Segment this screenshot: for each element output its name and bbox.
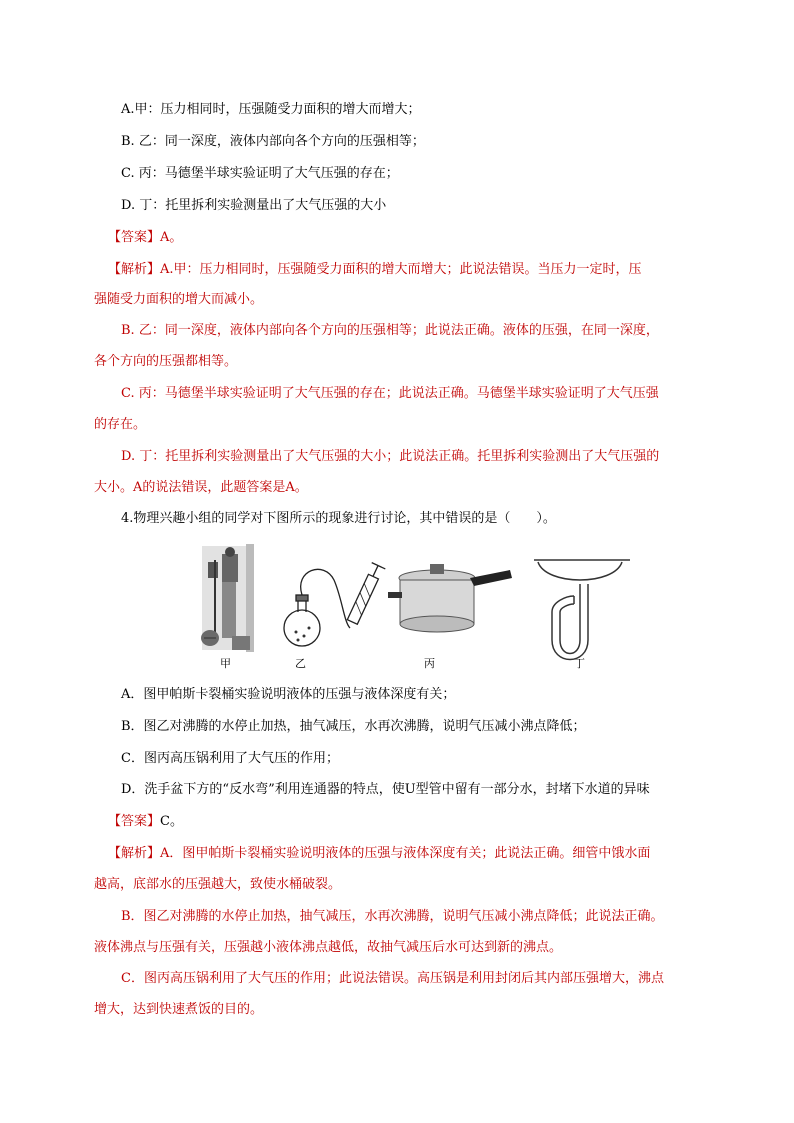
q4-figure xyxy=(194,540,630,674)
q3-analysis-line-5: C. 丙：马德堡半球实验证明了大气压强的存在；此说法正确。马德堡半球实验证明了大气压强 xyxy=(121,386,659,401)
pascal-barrel-illustration xyxy=(201,544,254,652)
q3-analysis-line-2: 强随受力面积的增大而减小。 xyxy=(94,292,264,307)
q4-option-c: C．图丙高压锅利用了大气压的作用； xyxy=(121,751,339,766)
pressure-cooker-illustration xyxy=(388,564,512,632)
caption-ding: 丁 xyxy=(574,657,585,670)
sink-trap-illustration xyxy=(534,560,630,660)
q4-analysis-line-2: 越高，底部水的压强越大，致使水桶破裂。 xyxy=(94,877,342,892)
q3-answer-label: 【答案】 xyxy=(108,230,161,245)
q3-option-c: C. 丙：马德堡半球实验证明了大气压强的存在； xyxy=(121,166,399,181)
q3-analysis-label: 【解析】 xyxy=(108,262,161,277)
q3-analysis-line-7: D. 丁：托里拆利实验测量出了大气压强的大小；此说法正确。托里拆利实验测出了大气压强的 xyxy=(121,449,660,464)
q3-analysis-line-1: 【解析】A.甲：压力相同时，压强随受力面积的增大而增大；此说法错误。当压力一定时，压 xyxy=(108,262,642,277)
q3-analysis-line-3: B. 乙：同一深度，液体内部向各个方向的压强相等；此说法正确。液体的压强，在同一深度， xyxy=(121,323,659,338)
q4-answer-value: C。 xyxy=(160,814,183,829)
q4-figure-svg xyxy=(194,540,630,674)
q3-option-d: D. 丁：托里拆利实验测量出了大气压强的大小 xyxy=(121,198,387,213)
q4-analysis-label: 【解析】 xyxy=(108,846,161,861)
q4-answer-label: 【答案】 xyxy=(108,814,161,829)
q3-answer xyxy=(108,230,182,246)
q3-option-a: A.甲：压力相同时，压强随受力面积的增大而增大； xyxy=(121,102,421,117)
q4-analysis-line-3: B．图乙对沸腾的水停止加热，抽气减压，水再次沸腾，说明气压减小沸点降低；此说法正确。 xyxy=(121,909,664,924)
flask-pump-illustration xyxy=(284,563,385,646)
q4-option-d: D．洗手盆下方的“反水弯”利用连通器的特点，使U型管中留有一部分水，封堵下水道的异味 xyxy=(121,782,650,797)
q3-option-b: B. 乙：同一深度，液体内部向各个方向的压强相等； xyxy=(121,134,425,149)
q3-analysis-line-8: 大小。A的说法错误，此题答案是A。 xyxy=(94,480,308,495)
q4-analysis-line-6: 增大，达到快速煮饭的目的。 xyxy=(94,1002,264,1017)
q4-stem: 4.物理兴趣小组的同学对下图所示的现象进行讨论，其中错误的是（ ）。 xyxy=(121,511,556,526)
q4-analysis-line-5: C．图丙高压锅利用了大气压的作用；此说法错误。高压锅是利用封闭后其内部压强增大，沸点 xyxy=(121,971,664,986)
q4-analysis-line-4: 液体沸点与压强有关，压强越小液体沸点越低，故抽气减压后水可达到新的沸点。 xyxy=(94,940,563,955)
q4-option-a: A．图甲帕斯卡裂桶实验说明液体的压强与液体深度有关； xyxy=(121,687,456,702)
q3-answer-value: A。 xyxy=(160,230,183,245)
q4-analysis-line-1: 【解析】A．图甲帕斯卡裂桶实验说明液体的压强与液体深度有关；此说法正确。细管中饿水面 xyxy=(108,846,651,861)
q4-answer xyxy=(108,814,183,830)
caption-bing: 丙 xyxy=(424,657,435,670)
q4-option-b: B．图乙对沸腾的水停止加热，抽气减压，水再次沸腾，说明气压减小沸点降低； xyxy=(121,719,586,734)
caption-yi: 乙 xyxy=(295,657,306,670)
q3-analysis-line-6: 的存在。 xyxy=(94,417,147,432)
q3-analysis-line-4: 各个方向的压强都相等。 xyxy=(94,354,238,369)
caption-jia: 甲 xyxy=(220,657,231,670)
